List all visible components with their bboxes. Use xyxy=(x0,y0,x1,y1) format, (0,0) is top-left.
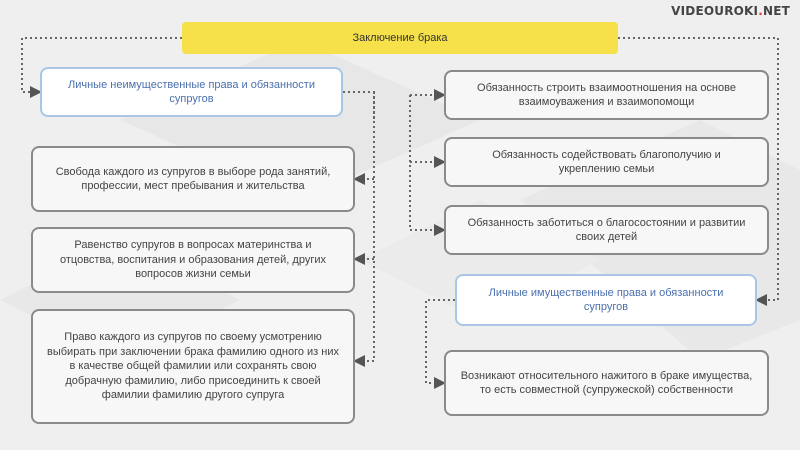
right-item-3-text: Обязанность заботиться о благосостоянии и развитии своих детей xyxy=(467,216,746,243)
left-item-2 xyxy=(31,227,355,293)
left-item-2-text: Равенство супругов в вопросах материнства и отцовства, воспитания и образования детей, других вопросов жизни семьи xyxy=(60,239,326,281)
left-item-1 xyxy=(31,146,355,212)
title-box xyxy=(182,22,618,54)
logo-suffix: NET xyxy=(762,4,790,18)
right-header-text: Личные имущественные права и обязанности супругов xyxy=(488,286,724,313)
left-item-3 xyxy=(31,309,355,424)
left-item-3-text: Право каждого из супругов по своему усмотрению выбирать при заключении брака фамилию одного из них в качестве общей фамилии или сохранять свою добрачную фамилию, либо присоединить к своей фамилии фамилию другого супруга xyxy=(47,331,339,402)
left-header-text: Личные неимущественные права и обязанности супругов xyxy=(68,78,315,105)
right-header-box xyxy=(455,274,757,326)
logo-dot: . xyxy=(758,4,763,18)
right-item-2-text: Обязанность содействовать благополучию и укреплению семьи xyxy=(492,148,721,175)
right-item-2 xyxy=(444,137,769,187)
right-item-1 xyxy=(444,70,769,120)
left-header-box xyxy=(40,67,343,117)
left-item-1-text: Свобода каждого из супругов в выборе рода занятий, профессии, мест пребывания и жительства xyxy=(55,165,331,192)
title-text: Заключение брака xyxy=(352,31,448,44)
right-property-item xyxy=(444,350,769,416)
right-property-item-text: Возникают относительного нажитого в браке имущества, то есть совместной (супружеской) собственности xyxy=(460,369,753,396)
right-item-1-text: Обязанность строить взаимоотношения на основе взаимоуважения и взаимопомощи xyxy=(477,81,736,108)
logo-prefix: VIDEOUROKI xyxy=(671,4,759,18)
connector-right-spine xyxy=(374,92,410,230)
right-item-3 xyxy=(444,205,769,255)
